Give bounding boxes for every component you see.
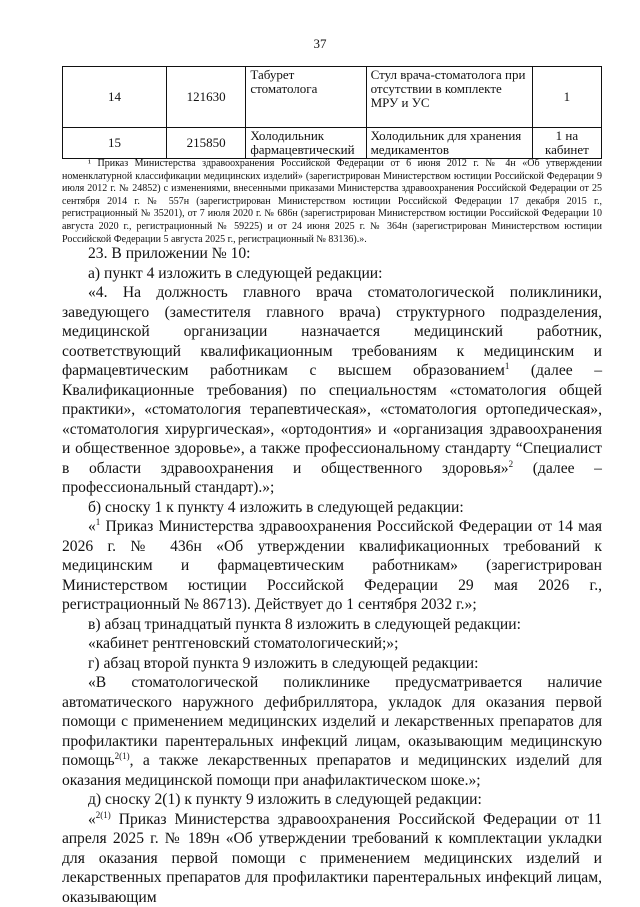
paragraph: д) сноску 2(1) к пункту 9 изложить в следующей редакции: (62, 790, 602, 810)
paragraph: а) пункт 4 изложить в следующей редакции: (62, 264, 602, 284)
paragraph: г) абзац второй пункта 9 изложить в следующей редакции: (62, 654, 602, 674)
code-cell: 215850 (166, 128, 245, 159)
page-number: 37 (0, 36, 640, 52)
alternative-cell: Стул врача-стоматолога при отсутствии в комплекте МРУ и УС (366, 67, 532, 128)
footnote-ref: 2(1) (96, 809, 111, 819)
paragraph: «$^{2(1)}$ Приказ Министерства здравоохранения Российской Федерации от 11 апреля 2025 г. № 189н «Об утверждении требований к комплектации укладки для оказания первой помощи с применением медицинских изделий и лекарственных препаратов для профилактики парентеральных инфекций лицам, оказывающим (62, 810, 602, 907)
code-cell: 121630 (166, 67, 245, 128)
table-row (63, 128, 602, 159)
name-cell: Табурет стоматолога (246, 67, 366, 128)
paragraph: «В стоматологической поликлинике предусматривается наличие автоматического наружного дефибриллятора, укладок для оказания первой помощи с применением медицинских изделий и лекарственных препаратов для профилактики парентеральных инфекций лицам, оказывающим медицинскую помощь$^{2(1)}$, а также лекарственных препаратов и медицинских изделий для оказания медицинской помощи при анафилактическом шоке.»; (62, 673, 602, 790)
table-footnote: ¹ Приказ Министерства здравоохранения Российской Федерации от 6 июня 2012 г. № 4н «Об утверждении номенклатурной классификации медицинских изделий» (зарегистрирован Министерством юстиции Российской Федерации 9 июля 2012 г. № 24852) с изменениями, внесенными приказами Министерства здравоохранения Российской Федерации от 25 сентября 2014 г. № 557н (зарегистрирован Министерством юстиции Российской Федерации 17 декабря 2015 г., регистрационный № 35201), от 7 июля 2020 г. № 686н (зарегистрирован Министерством юстиции Российской Федерации 10 августа 2020 г., регистрационный № 59225) и от 24 июня 2025 г. № 364н (зарегистрирован Министерством юстиции Российской Федерации 5 августа 2025 г., регистрационный № 83136).». (62, 158, 602, 246)
paragraph: в) абзац тринадцатый пункта 8 изложить в следующей редакции: (62, 615, 602, 635)
row-number-cell: 15 (63, 128, 167, 159)
paragraph: «$^1$ Приказ Министерства здравоохранения Российской Федерации от 14 мая 2026 г. № 436н «Об утверждении квалификационных требований к медицинским и фармацевтическим работникам» (зарегистрирован Министерством юстиции Российской Федерации 29 мая 2026 г., регистрационный № 86713). Действует до 1 сентября 2032 г.»; (62, 517, 602, 615)
section-heading: 23. В приложении № 10: (62, 244, 602, 264)
table-row (63, 67, 602, 128)
paragraph: «4. На должность главного врача стоматологической поликлиники, заведующего (заместителя главного врача) структурного подразделения, медицинской организации назначается медицинский работник, соответствующий квалификационным требованиям к медицинским и фармацевтическим работникам с высшем образованием$^1$ (далее – Квалификационные требования) по специальностям «стоматология общей практики», «стоматология терапевтическая», «стоматология ортопедическая», «стоматология хирургическая», «ортодонтия» и «организация здравоохранения и общественное здоровье», а также профессиональному стандарту “Специалист в области здравоохранения и общественного здоровья»$^2$ (далее – профессиональный стандарт).»; (62, 283, 602, 498)
footnote-ref: 2 (509, 458, 514, 468)
name-cell: Холодильник фармацевтический (246, 128, 366, 159)
document-body (62, 244, 602, 907)
equipment-table (62, 66, 602, 159)
quantity-cell: 1 на кабинет (532, 128, 601, 159)
footnote-ref: 2(1) (115, 751, 130, 761)
alternative-cell: Холодильник для хранения медикаментов (366, 128, 532, 159)
quantity-cell: 1 (532, 67, 601, 128)
paragraph: б) сноску 1 к пункту 4 изложить в следующей редакции: (62, 498, 602, 518)
row-number-cell: 14 (63, 67, 167, 128)
paragraph: «кабинет рентгеновский стоматологический;»; (62, 634, 602, 654)
footnote-ref: 1 (96, 517, 101, 527)
footnote-ref: 1 (505, 361, 510, 371)
